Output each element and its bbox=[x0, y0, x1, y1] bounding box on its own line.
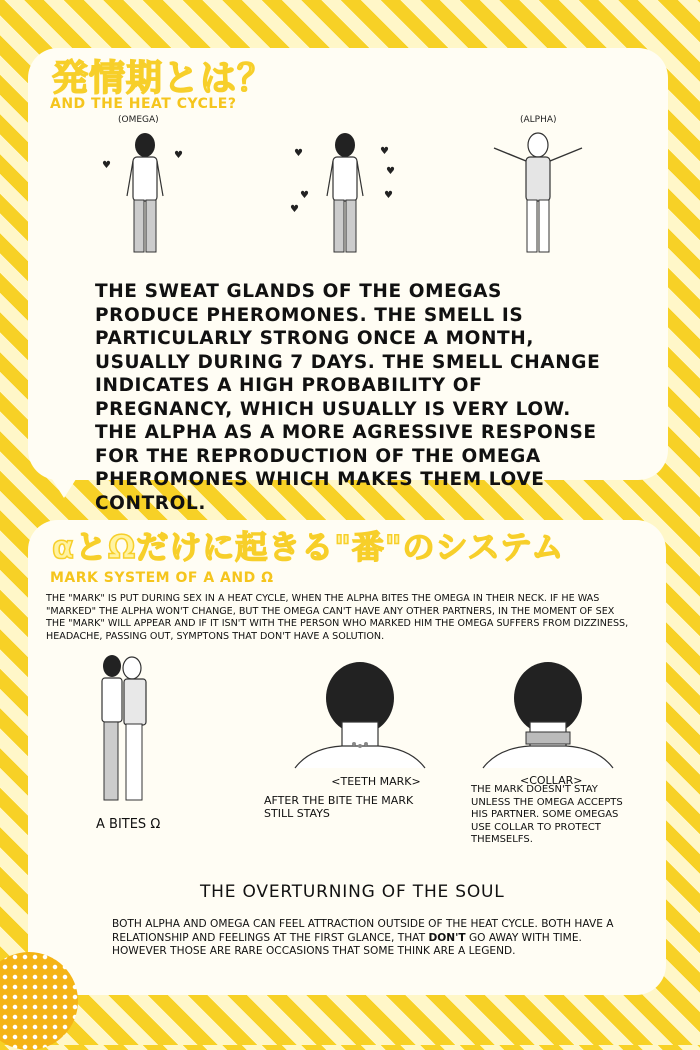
heat-cycle-body: THE SWEAT GLANDS OF THE OMEGAS PRODUCE PHEROMONES. THE SMELL IS PARTICULARLY STRONG ONCE A MONTH, USUALLY DURING 7 DAYS. THE SMELL CHANGE INDICATES A HIGH PROBABILITY OF PREGNANCY, WHICH USUALLY IS VERY LOW. THE ALPHA AS A MORE AGRESSIVE RESPONSE FOR THE REPRODUCTION OF THE OMEGA PHEROMONES WHICH MAKES THEM LOVE CONTROL. bbox=[95, 281, 601, 514]
svg-text:♥: ♥ bbox=[102, 160, 111, 171]
soul-body-part1: BOTH ALPHA AND OMEGA CAN FEEL ATTRACTION OUTSIDE OF THE HEAT CYCLE. BOTH HAVE A RELATIONSHIP AND FEELINGS AT THE FIRST GLANCE, THAT bbox=[112, 918, 614, 944]
soul-body-part2: GO AWAY WITH TIME. HOWEVER THOSE ARE RARE OCCASIONS THAT SOME THINK ARE A LEGEND. bbox=[112, 931, 582, 957]
svg-text:♥: ♥ bbox=[290, 204, 299, 215]
heat-cycle-subtitle: AND THE HEAT CYCLE? bbox=[50, 96, 237, 112]
alpha-bites-omega-caption: Α BITES Ω bbox=[96, 817, 161, 832]
speech-tail bbox=[50, 476, 78, 498]
mark-system-jp-title: αとΩだけに起きる"番"のシステム bbox=[52, 528, 565, 566]
mark-system-subtitle: MARK SYSTEM OF Α AND Ω bbox=[50, 570, 274, 586]
alpha-figure-icon bbox=[488, 128, 588, 263]
collar-caption: THE MARK DOESN'T STAY UNLESS THE OMEGA ACCEPTS HIS PARTNER. SOME OMEGAS USE COLLAR TO PROTECT THEMSELFS. bbox=[471, 784, 623, 845]
collar-neck-icon bbox=[478, 660, 618, 770]
svg-text:♥: ♥ bbox=[294, 148, 303, 159]
alpha-label: (ALPHA) bbox=[520, 115, 557, 125]
svg-text:♥: ♥ bbox=[174, 150, 183, 161]
omega-figure-icon bbox=[100, 128, 190, 263]
teeth-mark-caption: AFTER THE BITE THE MARK STILL STAYS bbox=[264, 794, 414, 820]
teeth-mark-title: <TEETH MARK> bbox=[331, 775, 421, 788]
soul-body bbox=[112, 918, 637, 959]
svg-text:♥: ♥ bbox=[380, 146, 389, 157]
omega-heat-figure-icon bbox=[290, 128, 400, 263]
collar-title: <COLLAR> bbox=[520, 774, 583, 787]
mark-system-body: THE "MARK" IS PUT DURING SEX IN A HEAT CYCLE, WHEN THE ALPHA BITES THE OMEGA IN THEIR NECK. IF HE WAS "MARKED" THE ALPHA WON'T CHANGE, BUT THE OMEGA CAN'T HAVE ANY OTHER PARTNERS, IN THE MOMENT OF SEX THE "MARK" WILL APPEAR AND IF IT ISN'T WITH THE PERSON WHO MARKED HIM THE OMEGA SUFFERS FROM DIZZINESS, HEADACHE, PASSING OUT, SYMPTONS THAT DON'T HAVE A SOLUTION. bbox=[46, 593, 629, 642]
teeth-mark-neck-icon bbox=[290, 660, 430, 770]
alpha-bites-omega-figure-icon bbox=[92, 652, 162, 812]
omega-label: (OMEGA) bbox=[118, 115, 159, 125]
soul-heading: THE OVERTURNING OF THE SOUL bbox=[200, 882, 505, 902]
soul-body-emphasis: DON'T bbox=[428, 931, 466, 944]
svg-text:♥: ♥ bbox=[300, 190, 309, 201]
svg-text:♥: ♥ bbox=[384, 190, 393, 201]
heat-cycle-jp-title: 発情期とは？ bbox=[52, 58, 275, 99]
svg-text:♥: ♥ bbox=[386, 166, 395, 177]
